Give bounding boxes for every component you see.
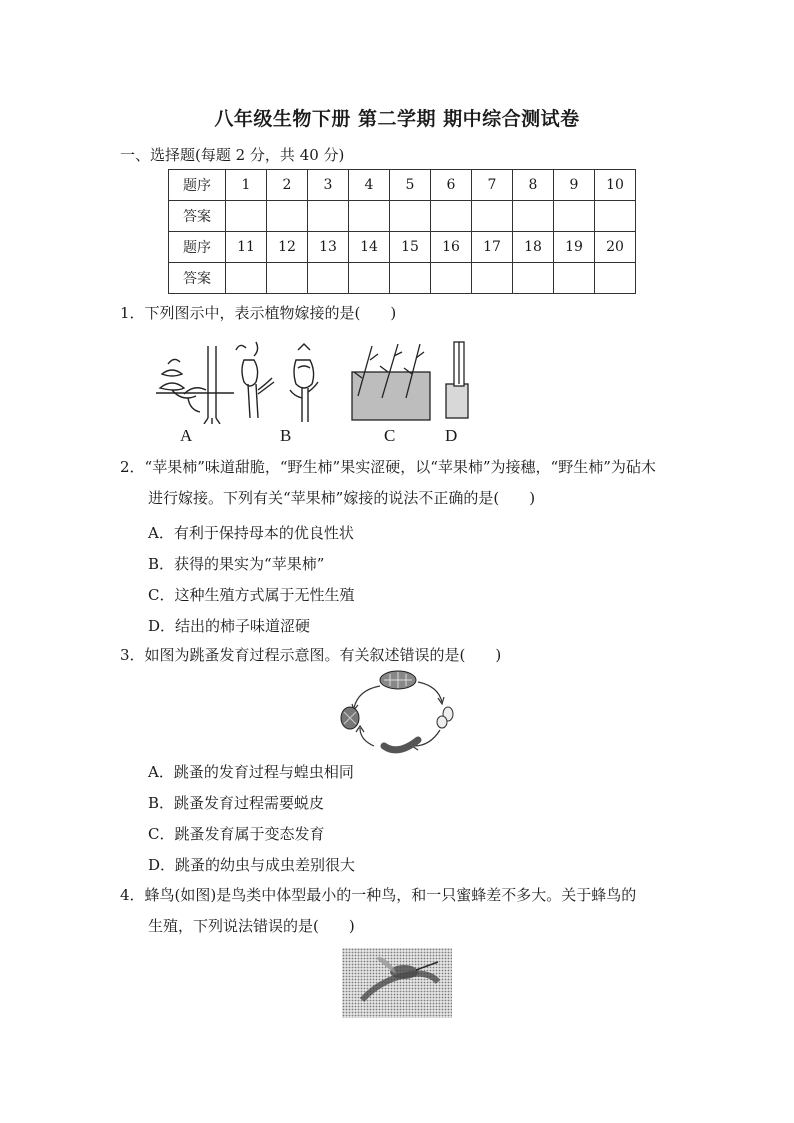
answer-cell[interactable] <box>554 263 595 294</box>
figure-label-d: D <box>445 426 458 445</box>
row-header: 题序 <box>169 170 226 201</box>
question-3-option-b[interactable]: B．跳蚤发育过程需要蜕皮 <box>148 794 325 812</box>
question-number: 18 <box>513 232 554 263</box>
question-3-option-c[interactable]: C．跳蚤发育属于变态发育 <box>148 825 325 843</box>
answer-table <box>168 169 636 294</box>
flea-life-cycle-figure <box>334 666 464 756</box>
question-3-stem: 3．如图为跳蚤发育过程示意图。有关叙述错误的是( ) <box>120 646 502 664</box>
answer-cell[interactable] <box>431 201 472 232</box>
question-number: 9 <box>554 170 595 201</box>
answer-cell[interactable] <box>390 201 431 232</box>
answer-cell[interactable] <box>431 263 472 294</box>
question-number: 16 <box>431 232 472 263</box>
answer-cell[interactable] <box>595 201 636 232</box>
figure-a-cutting <box>156 346 234 424</box>
question-3-option-d[interactable]: D．跳蚤的幼虫与成虫差别很大 <box>148 856 356 874</box>
answer-cell[interactable] <box>349 201 390 232</box>
question-2-option-c[interactable]: C．这种生殖方式属于无性生殖 <box>148 586 355 604</box>
figure-label-b: B <box>280 426 292 445</box>
table-row <box>169 263 636 294</box>
answer-cell[interactable] <box>390 263 431 294</box>
question-number: 14 <box>349 232 390 263</box>
question-1-stem: 1．下列图示中，表示植物嫁接的是( ) <box>120 304 397 322</box>
answer-cell[interactable] <box>472 263 513 294</box>
question-number: 11 <box>226 232 267 263</box>
question-number: 4 <box>349 170 390 201</box>
question-2-line2: 进行嫁接。下列有关“苹果柿”嫁接的说法不正确的是( ) <box>148 489 536 507</box>
figure-c-cuttings <box>352 344 430 420</box>
question-3-option-a[interactable]: A．跳蚤的发育过程与蝗虫相同 <box>148 763 354 781</box>
question-number: 6 <box>431 170 472 201</box>
figure-b-graft <box>236 342 274 418</box>
question-number: 3 <box>308 170 349 201</box>
hummingbird-photo <box>342 948 452 1018</box>
question-2-option-d[interactable]: D．结出的柿子味道涩硬 <box>148 617 311 635</box>
page-title: 八年级生物下册 第二学期 期中综合测试卷 <box>214 108 580 130</box>
question-number: 15 <box>390 232 431 263</box>
question-number: 2 <box>267 170 308 201</box>
answer-cell[interactable] <box>595 263 636 294</box>
grafting-figure <box>148 338 478 424</box>
question-4-stem <box>120 880 636 942</box>
answer-cell[interactable] <box>513 201 554 232</box>
answer-cell[interactable] <box>554 201 595 232</box>
answer-cell[interactable] <box>226 263 267 294</box>
question-4-line1: 4．蜂鸟(如图)是鸟类中体型最小的一种鸟，和一只蜜蜂差不多大。关于蜂鸟的 <box>120 886 637 904</box>
figure-d-stump <box>446 342 468 418</box>
question-number: 13 <box>308 232 349 263</box>
row-header: 答案 <box>169 263 226 294</box>
answer-cell[interactable] <box>513 263 554 294</box>
question-number: 17 <box>472 232 513 263</box>
question-number: 19 <box>554 232 595 263</box>
answer-cell[interactable] <box>267 263 308 294</box>
section-heading: 一、选择题(每题 2 分，共 40 分) <box>120 146 345 164</box>
question-2-option-a[interactable]: A．有利于保持母本的优良性状 <box>148 524 354 542</box>
question-2-option-b[interactable]: B．获得的果实为“苹果柿” <box>148 555 325 573</box>
table-row <box>169 232 636 263</box>
figure-label-a: A <box>180 426 193 445</box>
question-4-line2: 生殖，下列说法错误的是( ) <box>148 917 355 935</box>
answer-cell[interactable] <box>308 263 349 294</box>
row-header: 题序 <box>169 232 226 263</box>
question-number: 7 <box>472 170 513 201</box>
table-row <box>169 201 636 232</box>
question-2-line1: 2．“苹果柿”味道甜脆，“野生柿”果实涩硬，以“苹果柿”为接穗，“野生柿”为砧木 <box>120 458 656 476</box>
answer-cell[interactable] <box>349 263 390 294</box>
answer-cell[interactable] <box>472 201 513 232</box>
answer-cell[interactable] <box>267 201 308 232</box>
question-number: 8 <box>513 170 554 201</box>
figure-b2-graft <box>290 344 318 422</box>
question-2-stem <box>120 452 656 514</box>
table-row <box>169 170 636 201</box>
question-number: 5 <box>390 170 431 201</box>
answer-cell[interactable] <box>308 201 349 232</box>
question-number: 1 <box>226 170 267 201</box>
figure-label-c: C <box>384 426 396 445</box>
answer-cell[interactable] <box>226 201 267 232</box>
row-header: 答案 <box>169 201 226 232</box>
question-number: 10 <box>595 170 636 201</box>
question-number: 12 <box>267 232 308 263</box>
question-number: 20 <box>595 232 636 263</box>
